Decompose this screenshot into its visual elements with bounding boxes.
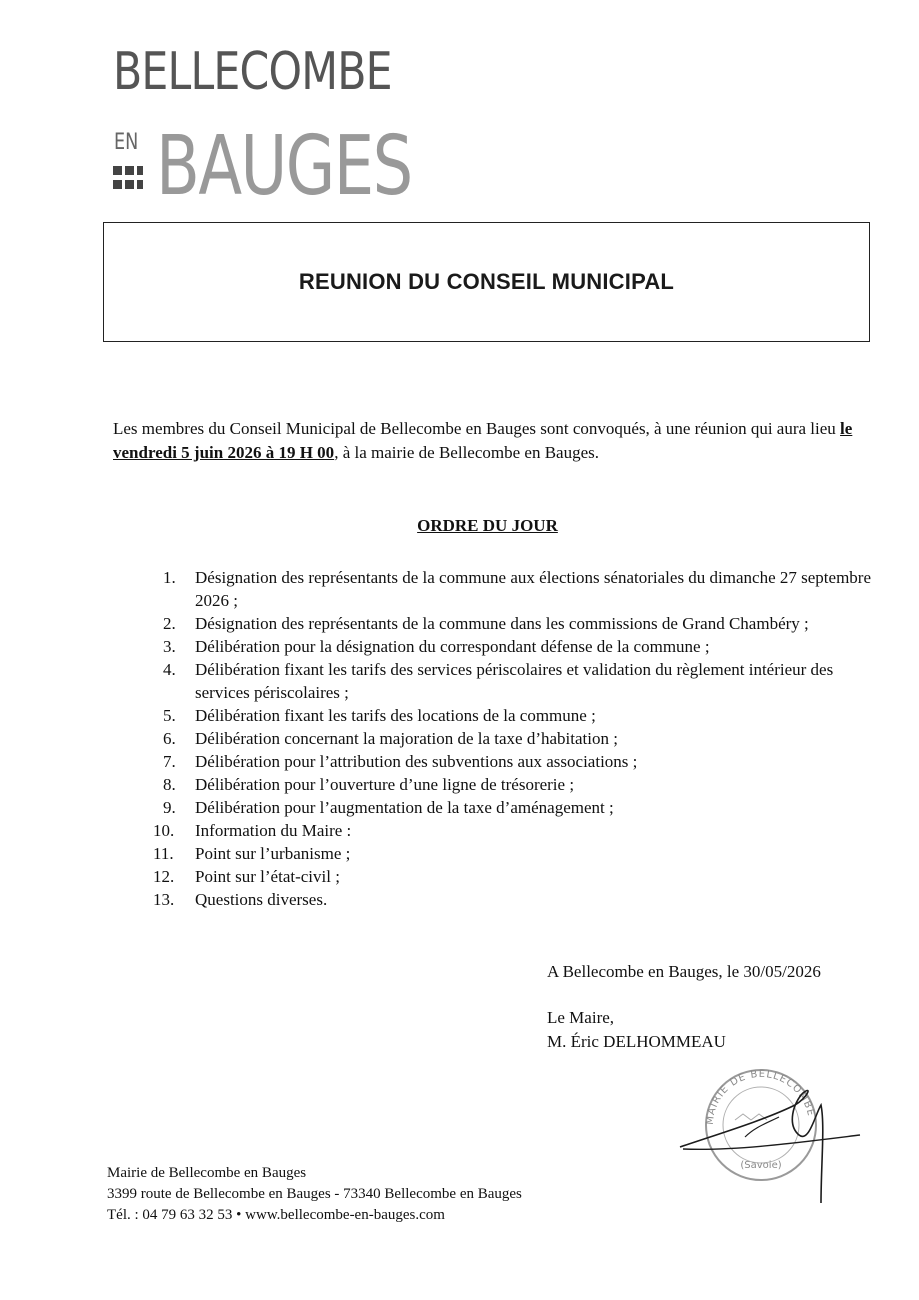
stamp-top-text: MAIRIE DE BELLECOMBE: [704, 1068, 817, 1126]
agenda-item-text: Point sur l’urbanisme ;: [195, 844, 351, 863]
agenda-item-number: 6.: [163, 729, 176, 748]
stamp-bottom-text: (Savoie): [740, 1160, 782, 1171]
agenda-item-number: 7.: [163, 752, 176, 771]
agenda-item-text: Délibération pour l’ouverture d’une ligne de trésorerie ;: [195, 775, 575, 794]
agenda-item-number: 3.: [163, 637, 176, 656]
agenda-item-text: Délibération fixant les tarifs des services périscolaires et validation du règlement intérieur des services périscolaires ;: [195, 660, 834, 702]
footer-line-contact: Tél. : 04 79 63 32 53 • www.bellecombe-en-bauges.com: [107, 1207, 445, 1223]
footer-line-address: 3399 route de Bellecombe en Bauges - 73340 Bellecombe en Bauges: [107, 1186, 522, 1202]
agenda-item-text: Délibération concernant la majoration de la taxe d’habitation ;: [195, 729, 618, 748]
agenda-item: [153, 842, 873, 865]
agenda-item-number: 5.: [163, 706, 176, 725]
agenda-item-number: 1.: [163, 568, 176, 587]
logo-line-bauges: BAUGES: [156, 119, 412, 214]
agenda-item: [163, 566, 873, 612]
agenda-item-number: 2.: [163, 614, 176, 633]
official-stamp-and-signature: [675, 1065, 865, 1205]
document-title: REUNION DU CONSEIL MUNICIPAL: [298, 269, 675, 294]
agenda-item: [163, 658, 873, 704]
agenda-item-number: 12.: [153, 867, 175, 886]
meeting-date: le vendredi 5 juin 2026 à 19 H 00: [113, 419, 853, 462]
agenda-item-text: Point sur l’état-civil ;: [195, 867, 340, 886]
agenda-item-text: Désignation des représentants de la commune aux élections sénatoriales du dimanche 27 septembre 2026 ;: [195, 568, 871, 610]
logo-line-bellecombe: BELLECOMBE: [113, 42, 392, 102]
place-and-date: A Bellecombe en Bauges, le 30/05/2026: [547, 962, 821, 981]
intro-text-2: , à la mairie de Bellecombe en Bauges.: [334, 443, 599, 462]
agenda-item-text: Désignation des représentants de la commune dans les commissions de Grand Chambéry ;: [195, 614, 809, 633]
signoff-block: [547, 960, 821, 1054]
agenda-item: [153, 865, 873, 888]
agenda-item-text: Délibération pour l’augmentation de la taxe d’aménagement ;: [195, 798, 614, 817]
agenda-item: [163, 727, 873, 750]
footer-line-name: Mairie de Bellecombe en Bauges: [107, 1165, 307, 1181]
agenda-heading-text: ORDRE DU JOUR: [417, 516, 558, 535]
agenda-item: [153, 888, 873, 911]
agenda-item-number: 4.: [163, 660, 176, 679]
agenda-item: [163, 750, 873, 773]
agenda-item-number: 9.: [163, 798, 176, 817]
agenda-item-text: Délibération fixant les tarifs des locations de la commune ;: [195, 706, 596, 725]
logo-squares-icon: [113, 166, 145, 198]
agenda-item-number: 8.: [163, 775, 176, 794]
intro-text-1: Les membres du Conseil Municipal de Bellecombe en Bauges sont convoqués, à une réunion qui aura lieu: [113, 419, 841, 438]
agenda-item: [163, 704, 873, 727]
municipality-logo: [110, 42, 412, 214]
convocation-paragraph: [113, 417, 858, 465]
title-box: [103, 222, 870, 342]
signatory-name: M. Éric DELHOMMEAU: [547, 1032, 726, 1051]
logo-en: EN: [114, 130, 139, 155]
footer-address: [107, 1163, 522, 1226]
agenda-item-number: 10.: [153, 821, 175, 840]
signatory-role: Le Maire,: [547, 1008, 615, 1027]
agenda-item: [153, 819, 873, 842]
agenda-item-text: Information du Maire :: [195, 821, 352, 840]
agenda-item-text: Questions diverses.: [195, 890, 328, 909]
agenda-item-text: Délibération pour la désignation du correspondant défense de la commune ;: [195, 637, 710, 656]
agenda-item-number: 11.: [153, 844, 174, 863]
agenda-item: [163, 635, 873, 658]
agenda-item: [163, 612, 873, 635]
agenda-item: [163, 796, 873, 819]
agenda-item-number: 13.: [153, 890, 175, 909]
agenda-item-text: Délibération pour l’attribution des subventions aux associations ;: [195, 752, 638, 771]
agenda-item: [163, 773, 873, 796]
agenda-heading: [0, 516, 919, 536]
agenda-list: [153, 566, 873, 911]
